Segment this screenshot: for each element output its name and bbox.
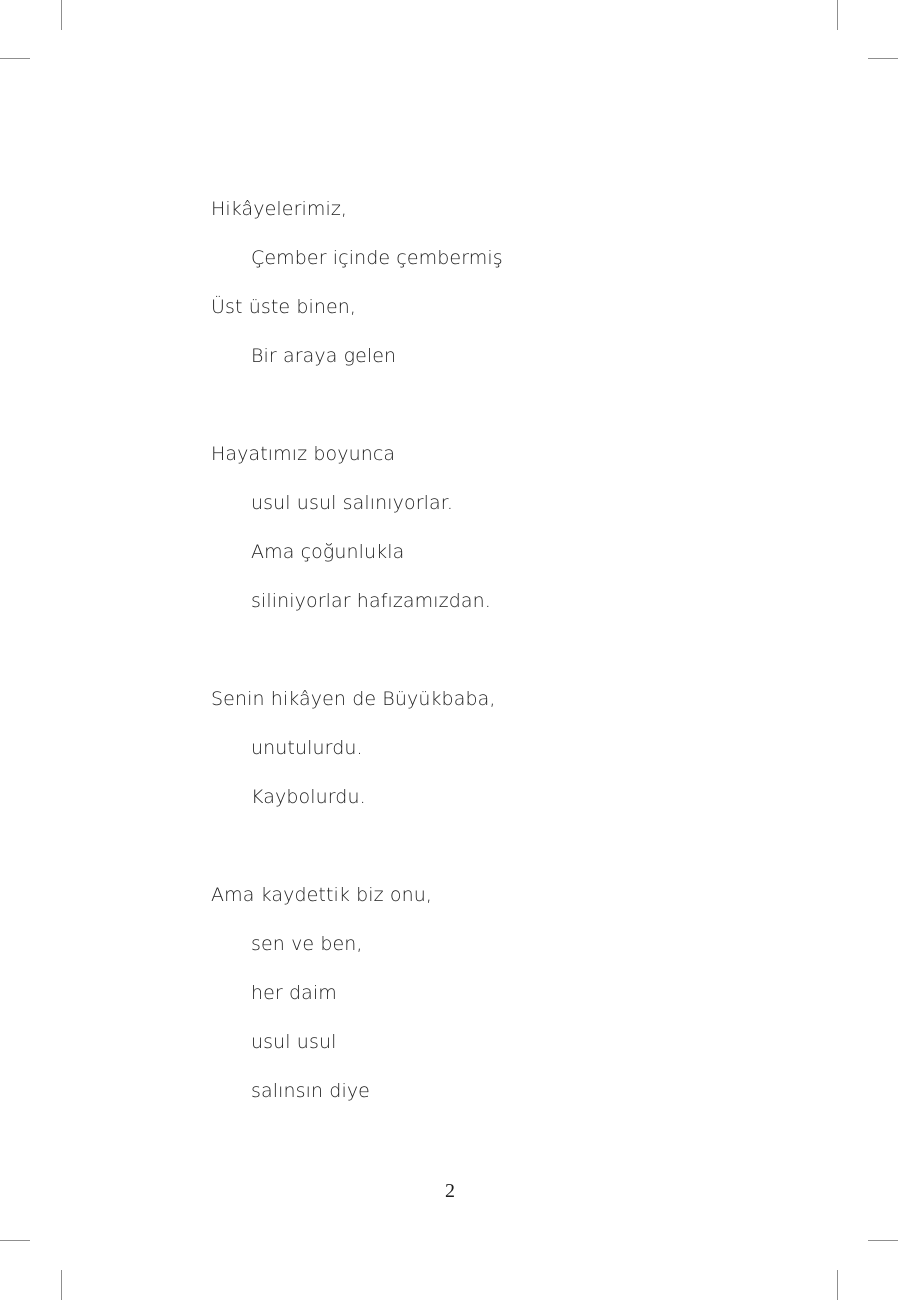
poem-line: Çember içinde çembermiş (251, 247, 503, 269)
poem-line: salınsın diye (251, 1080, 370, 1102)
poem-line: Üst üste binen, (211, 296, 357, 318)
stanza (211, 430, 731, 626)
stanza (211, 871, 731, 1116)
crop-mark-top-right-vertical (837, 0, 838, 30)
poem-line: siliniyorlar hafızamızdan. (251, 590, 491, 612)
poem-line: Senin hikâyen de Büyükbaba, (211, 688, 496, 710)
poem-line: Ama çoğunlukla (251, 541, 405, 563)
poem-line: Hikâyelerimiz, (211, 198, 348, 220)
crop-mark-bottom-right-vertical (837, 1270, 838, 1300)
stanza (211, 185, 731, 381)
poem-line: her daim (251, 982, 337, 1004)
page-number: 2 (445, 1180, 455, 1202)
stanza (211, 675, 731, 822)
crop-mark-bottom-left-vertical (61, 1270, 62, 1300)
poem-line: Hayatımız boyunca (211, 443, 396, 465)
poem-body (211, 185, 731, 1116)
crop-mark-top-right-horizontal (868, 58, 898, 59)
crop-mark-bottom-right-horizontal (868, 1240, 898, 1241)
poem-line: usul usul (251, 1031, 337, 1053)
poem-line: unutulurdu. (251, 737, 363, 759)
poem-line: Ama kaydettik biz onu, (211, 884, 433, 906)
stanza-gap (211, 626, 731, 675)
crop-mark-bottom-left-horizontal (0, 1240, 30, 1241)
stanza-gap (211, 822, 731, 871)
poem-line: Kaybolurdu. (251, 786, 366, 808)
stanza-gap (211, 381, 731, 430)
poem-line: usul usul salınıyorlar. (251, 492, 454, 514)
crop-mark-top-left-vertical (61, 0, 62, 30)
poem-line: Bir araya gelen (251, 345, 397, 367)
crop-mark-top-left-horizontal (0, 58, 30, 59)
poem-line: sen ve ben, (251, 933, 363, 955)
